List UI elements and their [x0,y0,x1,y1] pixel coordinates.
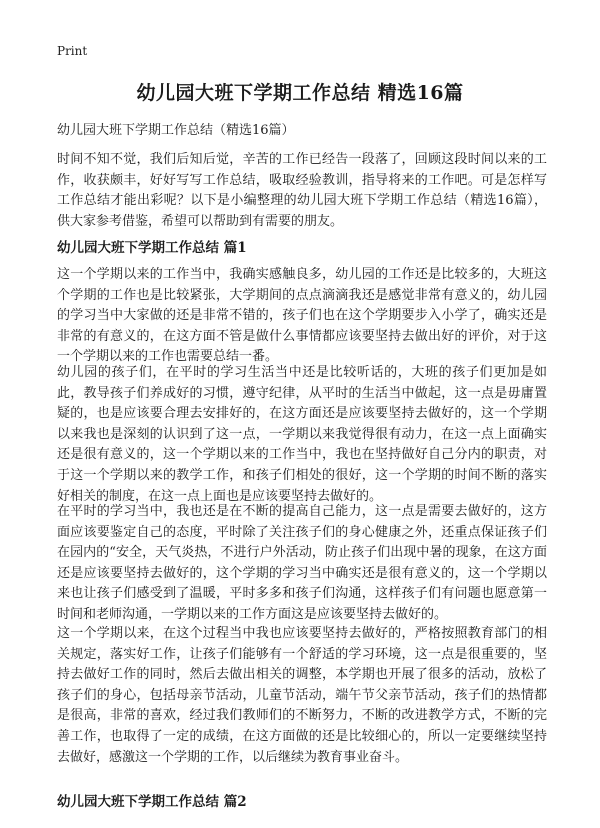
section-2-heading: 幼儿园大班下学期工作总结 篇2 [57,794,247,810]
section-1-paragraph-2: 幼儿园的孩子们，在平时的学习生活当中还是比较听话的，大班的孩子们更加是如此，教导孩子们养成好的习惯，遵守纪律，从平时的生活当中做起，这一点是毋庸置疑的，也是应该要合理去安排好的，在这方面还是应该要坚持去做好的，这一个学期以来我也是深刻的认识到了这一点，一学期以来我觉得很有动力，在这一点上面确实还是很有意义的，这一个学期以来的工作当中，我也在坚持做好自己分内的职责，对于这一个学期以来的教学工作，和孩子们相处的很好，这一个学期的时间不断的落实好相关的制度，在这一点上面也是应该要坚持去做好的。 [57,365,547,504]
print-label[interactable]: Print [57,44,88,58]
section-1-heading: 幼儿园大班下学期工作总结 篇1 [57,240,247,256]
document-subtitle: 幼儿园大班下学期工作总结（精选16篇） [57,123,295,138]
intro-paragraph: 时间不知不觉，我们后知后觉，辛苦的工作已经告一段落了，回顾这段时间以来的工作，收获颇丰，好好写写工作总结，吸取经验教训，指导将来的工作吧。可是怎样写工作总结才能出彩呢？以下是小编整理的幼儿园大班下学期工作总结（精选16篇），供大家参考借鉴，希望可以帮助到有需要的朋友。 [57,152,547,229]
section-1-paragraph-4: 这一个学期以来，在这个过程当中我也应该要坚持去做好的，严格按照教育部门的相关规定，落实好工作，让孩子们能够有一个舒适的学习环境，这一点是很重要的，坚持去做好工作的同时，然后去做出相关的调整，本学期也开展了很多的活动，放松了孩子们的身心，包括母亲节活动，儿童节活动，端午节父亲节活动，孩子们的热情都是很高，非常的喜欢，经过我们教师们的不断努力，不断的改进教学方式，不断的完善工作，也取得了一定的成绩，在这方面做的还是比较细心的，所以一定要继续坚持去做好，感激这一个学期的工作，以后继续为教育事业奋斗。 [57,626,547,765]
page-title: 幼儿园大班下学期工作总结 精选16篇 [136,82,464,104]
section-1-paragraph-1: 这一个学期以来的工作当中，我确实感触良多，幼儿园的工作还是比较多的，大班这个学期的工作也是比较紧张，大学期间的点点滴滴我还是感觉非常有意义的，幼儿园的学习当中大家做的还是非常不错的，孩子们也在这个学期要步入小学了，确实还是非常的有意义的，在这方面不管是做什么事情都应该要坚持去做出好的评价，对于这一个学期以来的工作也需要总结一番。 [57,267,547,365]
section-1-paragraph-3: 在平时的学习当中，我也还是在不断的提高自己能力，这一点是需要去做好的，这方面应该要鉴定自己的态度，平时除了关注孩子们的身心健康之外，还重点保证孩子们在园内的“安全，天气炎热，不进行户外活动，防止孩子们出现中暑的现象，在这方面还是应该要坚持去做好的，这个学期的学习当中确实还是很有意义的，这一个学期以来也让孩子们感受到了温暖，平时多多和孩子们沟通，这样孩子们有问题也愿意第一时间和老师沟通，一学期以来的工作方面这是应该要坚持去做好的。 [57,504,547,622]
